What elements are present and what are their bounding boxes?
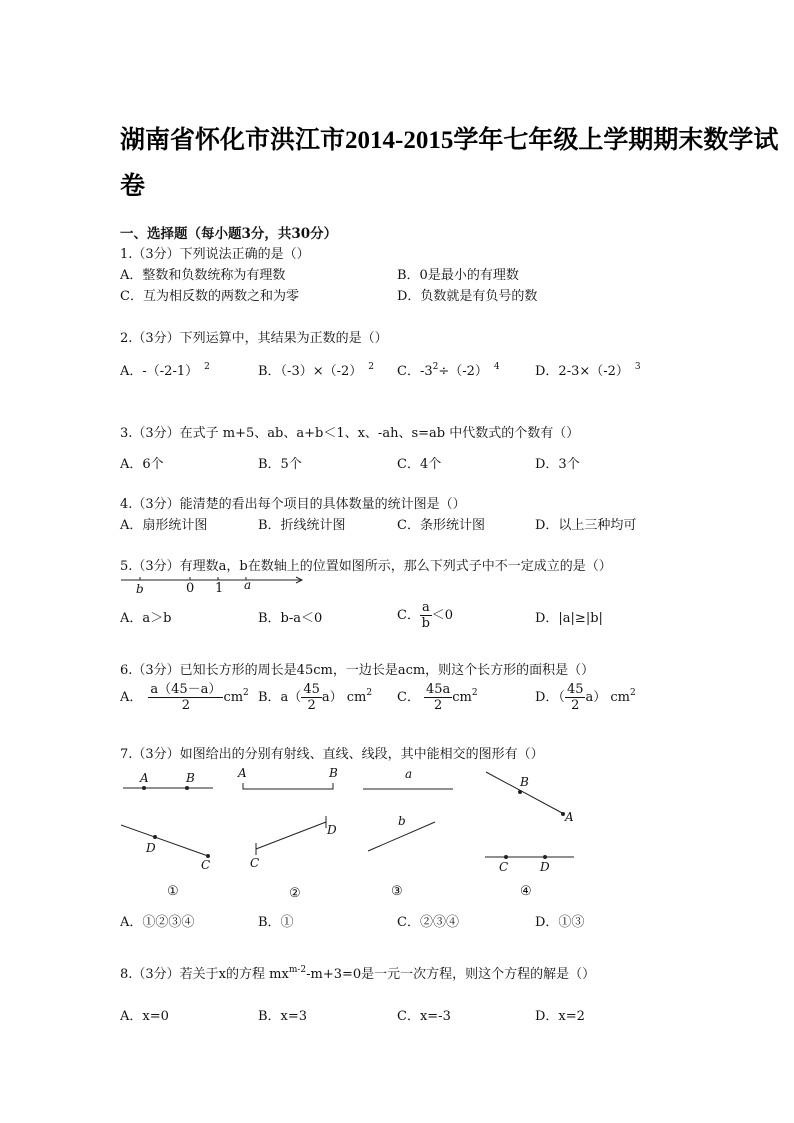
- q6-a-label: A．: [120, 690, 143, 705]
- q7-fig4-label-c: C: [499, 860, 509, 874]
- q7-fig3: [363, 789, 453, 851]
- q6-option-a: [120, 682, 249, 713]
- q7-fig2-label-a: A: [238, 766, 247, 780]
- q7-fig4: [485, 772, 574, 859]
- q6-b-numerator: 45: [303, 682, 320, 697]
- q6-d-numerator: 45: [566, 682, 584, 697]
- q5-option-d: D．|a|≥|b|: [535, 611, 603, 626]
- q7-caption-4: ④: [520, 884, 532, 899]
- q5-c-label: C．: [397, 608, 420, 623]
- q7-fig2: [243, 783, 333, 855]
- q7-caption-1: ①: [167, 884, 179, 899]
- section-heading: 一、选择题（每小题3分，共30分）: [120, 226, 338, 242]
- q5-axis-label-0: 0: [186, 581, 195, 596]
- q2-a-text: A．-（-2-1）: [120, 364, 199, 379]
- q1-option-a: A．整数和负数统称为有理数: [120, 268, 286, 283]
- q7-fig2-label-b: B: [329, 766, 338, 780]
- q5-axis-label-1: 1: [215, 581, 224, 596]
- q3-option-d: D．3个: [535, 457, 580, 472]
- q6-option-c: [397, 682, 478, 713]
- q7-fig3-label-a: a: [405, 767, 413, 781]
- q6-c-unit: cm: [452, 690, 472, 705]
- q6-stem: 6.（3分）已知长方形的周长是45cm，一边长是acm，则这个长方形的面积是（）: [120, 663, 595, 678]
- q7-fig2-label-d: D: [327, 823, 337, 837]
- q8-option-c: C．x=-3: [397, 1009, 451, 1024]
- q6-b-rest: a） cm: [321, 690, 367, 705]
- q5-option-b: B．b-a＜0: [258, 611, 323, 626]
- q7-option-c: C．②③④: [397, 915, 459, 930]
- q1-option-d: D．负数就是有负号的数: [397, 289, 538, 304]
- q6-d-rest: a） cm: [585, 690, 630, 705]
- q5-c-denominator: b: [421, 616, 430, 631]
- q3-stem: 3.（3分）在式子 m+5、ab、a+b＜1、x、-ah、s=ab 中代数式的个数有（）: [120, 426, 580, 441]
- q5-c-relation: ＜0: [431, 608, 453, 623]
- q6-b-denominator: 2: [307, 698, 316, 713]
- q7-option-d: D．①③: [535, 915, 585, 930]
- q7-stem: 7.（3分）如图给出的分别有射线、直线、线段，其中能相交的图形有（）: [120, 747, 544, 762]
- q5-number-line: [121, 577, 302, 583]
- q6-d-exp: 2: [629, 688, 636, 698]
- q6-d-label: D．（: [535, 690, 565, 705]
- q2-stem: 2.（3分）下列运算中，其结果为正数的是（）: [120, 331, 388, 346]
- q6-b-fraction: [301, 682, 322, 713]
- q2-a-exp: 2: [204, 362, 210, 372]
- page-title-line2: 卷: [120, 173, 146, 200]
- q1-option-b: B．0是最小的有理数: [397, 268, 519, 283]
- q7-fig1-label-d: D: [146, 841, 156, 855]
- q7-fig4-label-b: B: [520, 775, 529, 789]
- q6-b-label: B．a（: [258, 690, 302, 705]
- q8-stem-post: -m+3=0是一元一次方程，则这个方程的解是（）: [306, 967, 596, 982]
- q7-fig1: [121, 786, 213, 858]
- q3-option-c: C．4个: [397, 457, 442, 472]
- q5-option-c: [397, 600, 453, 631]
- q5-option-a: A．a＞b: [120, 611, 172, 626]
- q2-c-exp1: 2: [432, 362, 439, 372]
- q6-a-fraction: [148, 682, 223, 713]
- q6-d-denominator: 2: [571, 698, 580, 713]
- q6-a-numerator: a（45－a）: [150, 682, 222, 697]
- q2-c-mid: ÷（-2）: [438, 364, 488, 379]
- q7-option-b: B．①: [258, 915, 294, 930]
- q7-fig2-label-c: C: [250, 856, 260, 870]
- q7-fig4-label-a: A: [565, 810, 574, 824]
- q5-stem: 5.（3分）有理数a，b在数轴上的位置如图所示，那么下列式子中不一定成立的是（）: [120, 559, 612, 574]
- q5-c-numerator: a: [421, 600, 430, 615]
- q4-option-d: D．以上三种均可: [535, 518, 637, 533]
- q3-option-a: A．6个: [120, 457, 164, 472]
- q2-b-text: B．（-3）×（-2）: [258, 364, 363, 379]
- q8-stem-pre: 8.（3分）若关于x的方程 mx: [120, 967, 289, 982]
- q8-stem-exp: m-2: [288, 965, 307, 975]
- q6-option-d: [535, 682, 636, 713]
- q2-d-text: D．2-3×（-2）: [535, 364, 629, 379]
- q6-c-exp: 2: [471, 688, 478, 698]
- q8-stem: [120, 963, 595, 982]
- q5-axis-label-a: a: [244, 578, 252, 592]
- q4-stem: 4.（3分）能清楚的看出每个项目的具体数量的统计图是（）: [120, 497, 466, 512]
- q7-fig1-label-b: B: [186, 771, 195, 785]
- q6-a-exp: 2: [243, 688, 249, 698]
- q4-option-c: C．条形统计图: [397, 518, 485, 533]
- q7-option-a: A．①②③④: [120, 915, 195, 930]
- q7-fig4-label-d: D: [540, 860, 550, 874]
- q1-stem: 1.（3分）下列说法正确的是（）: [120, 247, 310, 262]
- q8-option-a: A．x=0: [120, 1009, 169, 1024]
- q4-option-b: B．折线统计图: [258, 518, 346, 533]
- q5-c-fraction: [420, 600, 432, 631]
- q7-fig3-label-b: b: [398, 814, 406, 828]
- q7-fig1-label-c: C: [201, 858, 211, 872]
- q4-option-a: A．扇形统计图: [120, 518, 208, 533]
- q7-caption-2: ②: [289, 886, 301, 901]
- q3-option-b: B．5个: [258, 457, 302, 472]
- page-title-line1: 湖南省怀化市洪江市2014-2015学年七年级上学期期末数学试: [120, 127, 779, 154]
- q6-c-fraction: [424, 682, 452, 713]
- q5-axis-label-b: b: [136, 582, 144, 596]
- q2-c-pre: C．-3: [397, 364, 433, 379]
- q6-c-label: C．: [397, 690, 420, 705]
- q8-option-d: D．x=2: [535, 1009, 585, 1024]
- q2-d-exp: 3: [634, 362, 641, 372]
- q6-d-fraction: [565, 682, 586, 713]
- q7-fig1-label-a: A: [140, 771, 149, 785]
- q6-option-b: [258, 682, 372, 713]
- q1-option-c: C．互为相反数的两数之和为零: [120, 289, 299, 304]
- q2-b-exp: 2: [368, 362, 375, 372]
- q6-b-exp: 2: [366, 688, 373, 698]
- q6-a-denominator: 2: [181, 698, 191, 713]
- q6-a-unit: cm: [223, 690, 244, 705]
- q7-caption-3: ③: [391, 884, 403, 899]
- q6-c-denominator: 2: [433, 698, 443, 713]
- q8-option-b: B．x=3: [258, 1009, 308, 1024]
- q2-c-exp2: 4: [493, 362, 500, 372]
- q6-c-numerator: 45a: [425, 682, 451, 697]
